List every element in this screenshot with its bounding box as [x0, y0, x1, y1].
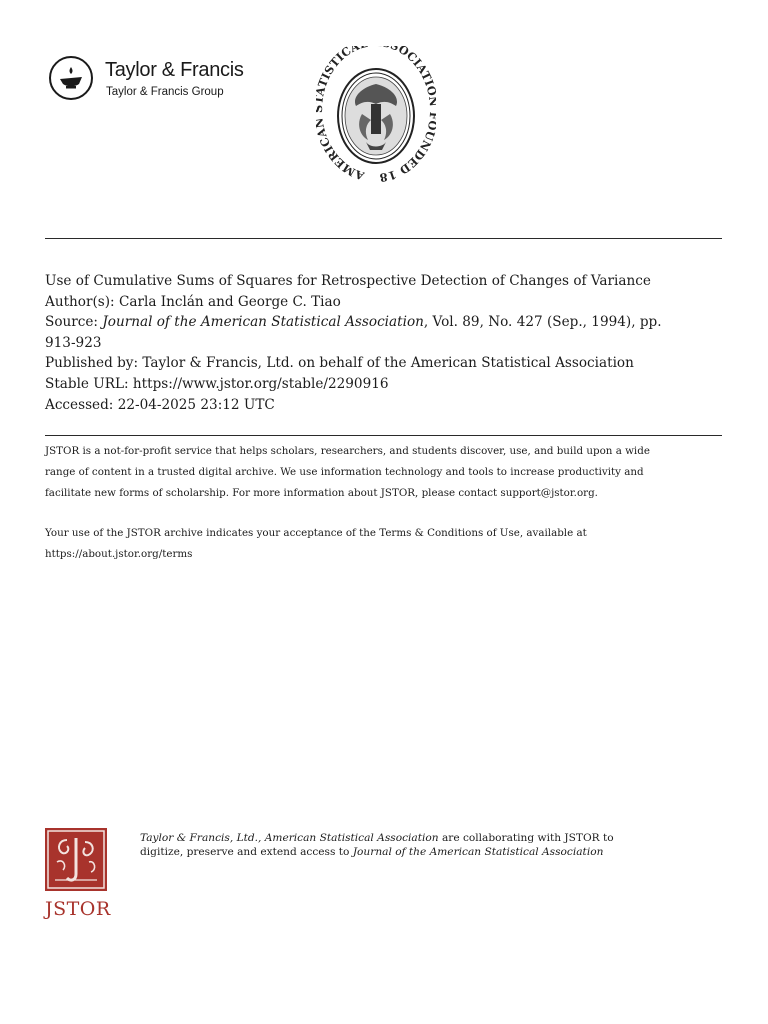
published-label: Published by:: [45, 355, 139, 372]
collab-journal: Journal of the American Statistical Association: [352, 845, 604, 858]
collab-text-1: are collaborating with JSTOR to: [438, 832, 614, 844]
authors: Carla Inclán and George C. Tiao: [118, 293, 341, 310]
accessed-line: [45, 395, 725, 416]
middle-divider: [45, 435, 722, 436]
source-details: , Vol. 89, No. 427 (Sep., 1994), pp.: [423, 314, 662, 331]
source-line: [45, 312, 725, 333]
asa-seal: [316, 46, 436, 186]
publisher-name: Taylor & Francis: [105, 59, 244, 81]
seal-ring-text: AMERIC TISTICA OCIATI NDED 18: [316, 46, 436, 185]
authors-label: Author(s):: [45, 293, 115, 310]
stable-url-label: Stable URL:: [45, 375, 129, 392]
stable-url-line: [45, 374, 725, 395]
collab-text-2: digitize, preserve and extend access to: [140, 845, 353, 858]
accessed-label: Accessed:: [45, 396, 114, 413]
authors-line: [45, 292, 725, 313]
article-title: Use of Cumulative Sums of Squares for Retrospective Detection of Changes of Variance: [45, 273, 651, 289]
accessed-date: 22-04-2025 23:12 UTC: [117, 396, 275, 413]
notice-line: facilitate new forms of scholarship. For more information about JSTOR, please contact support@jstor.org.: [45, 487, 598, 499]
published-line: [45, 353, 725, 374]
jstor-notice: [45, 441, 725, 504]
notice-line: JSTOR is a not-for-profit service that helps scholars, researchers, and students discover, use, and build upon a wide: [45, 445, 650, 457]
collab-partners: Taylor & Francis, Ltd., American Statistical Association: [140, 832, 439, 844]
collab-line-1: [140, 832, 740, 846]
pages: 913-923: [45, 334, 102, 351]
published-by: Taylor & Francis, Ltd. on behalf of the American Statistical Association: [142, 355, 634, 372]
terms-link[interactable]: https://about.jstor.org/terms: [45, 548, 193, 560]
notice-line: range of content in a trusted digital archive. We use information technology and tools to increase productivity and: [45, 466, 644, 478]
journal-name: Journal of the American Statistical Association: [102, 314, 424, 331]
source-label: Source:: [45, 314, 98, 331]
collaboration-statement: [140, 832, 740, 859]
jstor-wordmark: JSTOR: [45, 898, 111, 920]
stable-url-link[interactable]: https://www.jstor.org/stable/2290916: [132, 375, 389, 392]
oil-lamp-icon: [49, 56, 93, 100]
terms-notice: [45, 523, 725, 565]
terms-line: Your use of the JSTOR archive indicates your acceptance of the Terms & Conditions of Use, available at: [45, 527, 587, 539]
collab-line-2: [140, 846, 740, 860]
top-divider: [45, 238, 722, 239]
jstor-emblem-icon: [45, 828, 107, 891]
citation-block: [45, 271, 725, 415]
taylor-francis-logo: [49, 56, 259, 108]
publisher-group: Taylor & Francis Group: [106, 86, 224, 98]
jstor-logo: [45, 828, 109, 923]
